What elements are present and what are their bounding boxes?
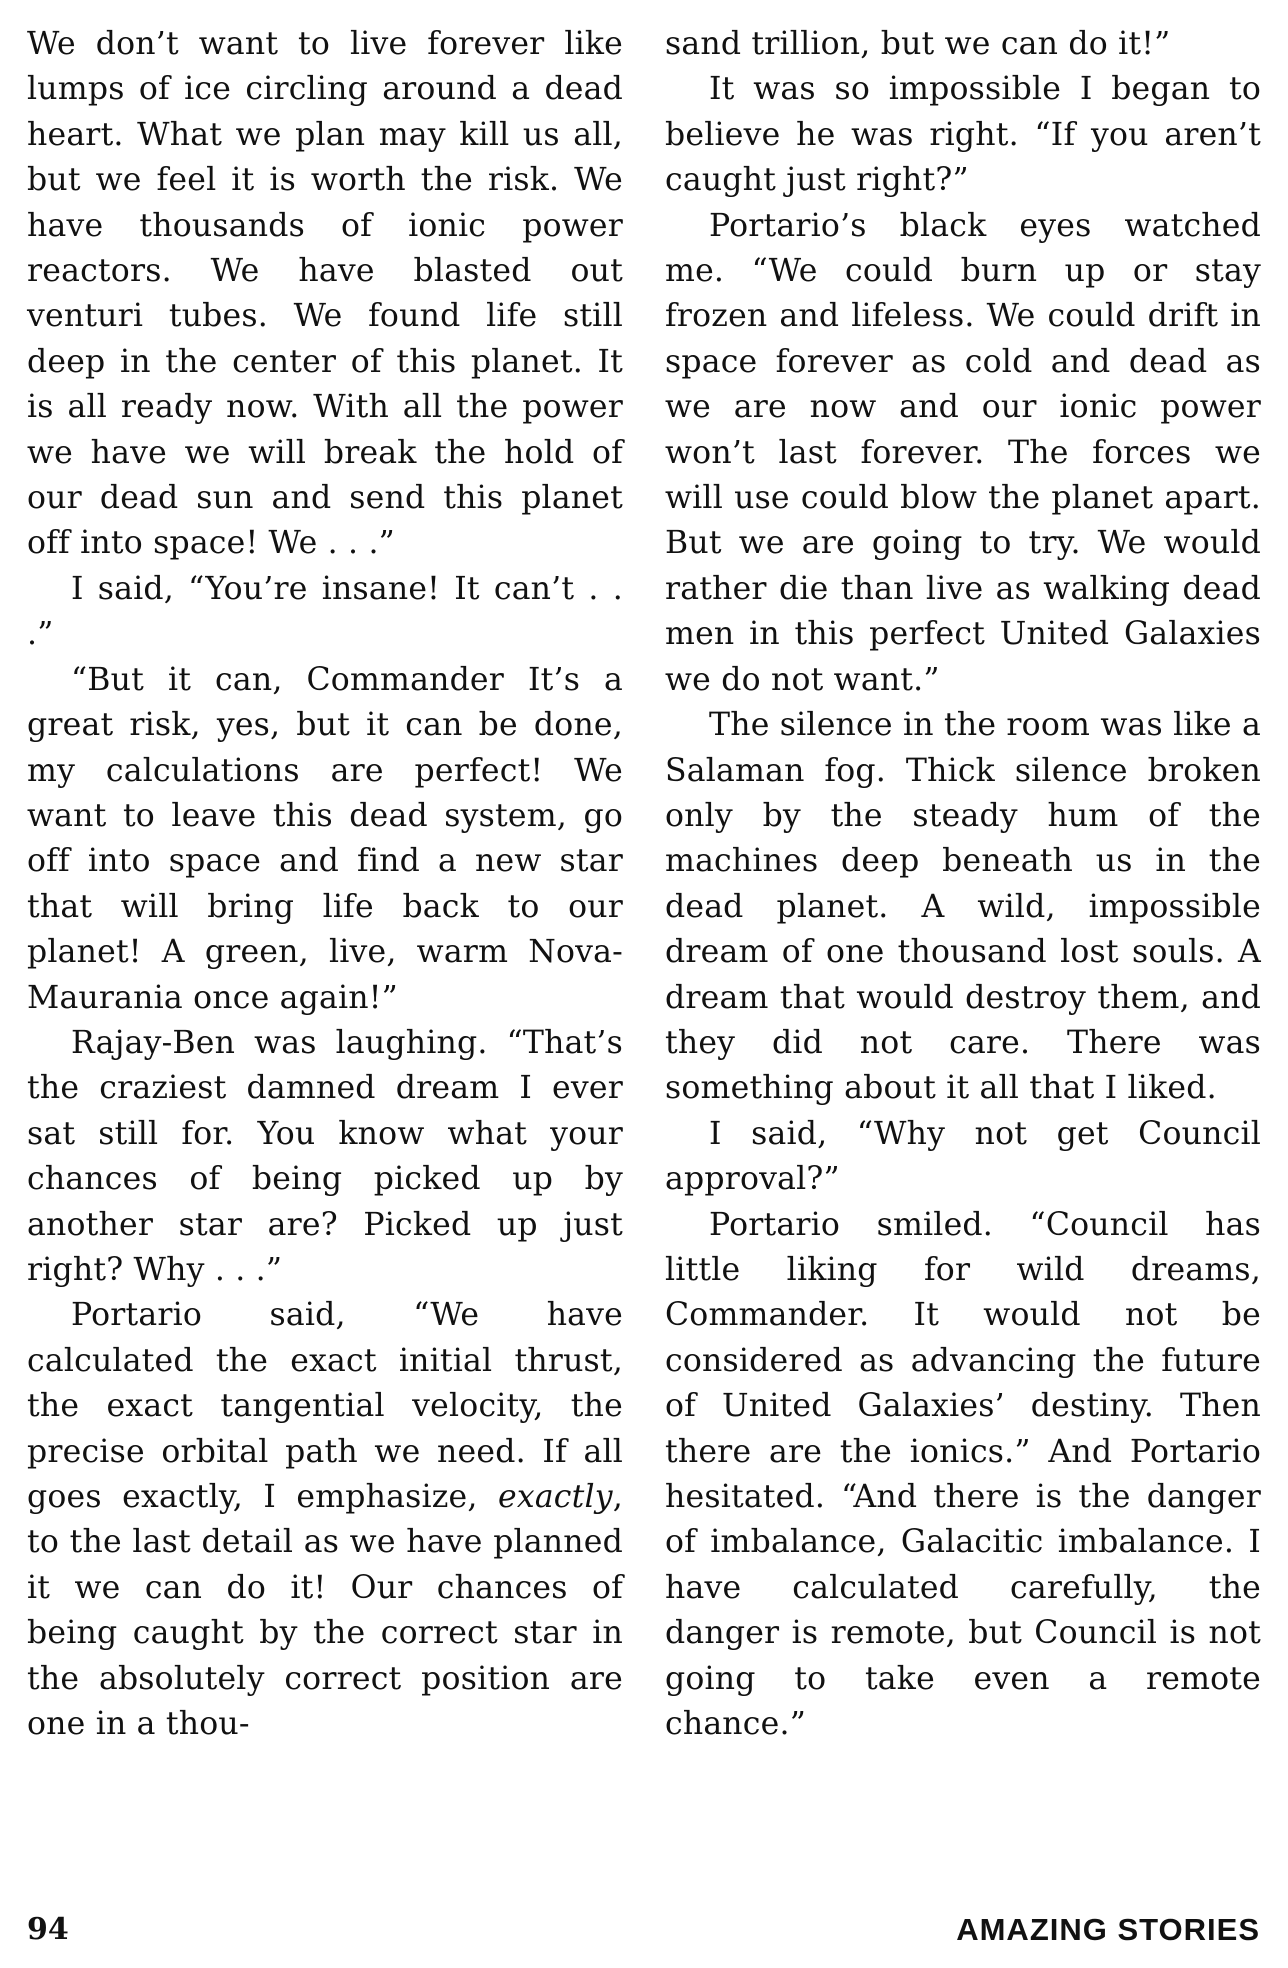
left-text-column xyxy=(27,22,623,1747)
paragraph: I said, “You’re insane! It can’t . . .” xyxy=(27,570,623,653)
paragraph: Rajay-Ben was laughing. “That’s the craziest damned dream I ever sat still for. You know what your chances of being picked up by another star are? Picked up just right? Why . . .” xyxy=(27,1024,623,1288)
paragraph: The silence in the room was like a Salaman fog. Thick silence broken only by the steady hum of the machines deep beneath us in the dead planet. A wild, impossible dream of one thousand lost souls. A dream that would destroy them, and they did not care. There was something about it all that I liked. xyxy=(665,707,1261,1107)
magazine-title: AMAZING STORIES xyxy=(956,1912,1260,1947)
paragraph: We don’t want to live forever like lumps of ice circling around a dead heart. What we plan may kill us all, but we feel it is worth the risk. We have thousands of ionic power reactors. We have blasted out venturi tubes. We found life still deep in the center of this planet. It is all ready now. With all the power we have we will break the hold of our dead sun and send this planet off into space! We . . .” xyxy=(27,26,623,562)
paragraph: “But it can, Commander It’s a great risk, yes, but it can be done, my calculations are perfect! We want to leave this dead system, go off into space and find a new star that will bring life back to our planet! A green, live, warm Nova-Maurania once again!” xyxy=(27,661,623,1016)
emphasized-word: exactly xyxy=(498,1479,613,1515)
right-text-column xyxy=(665,22,1261,1747)
paragraph: sand trillion, but we can do it!” xyxy=(665,26,1171,62)
paragraph-text: Portario said, “We have calculated the exact initial thrust, the exact tangential velocity, the precise orbital path we need. If all goes exactly, I emphasize, xyxy=(27,1297,623,1515)
page-number: 94 xyxy=(27,1912,69,1947)
paragraph xyxy=(27,1293,623,1747)
paragraph: Portario’s black eyes watched me. “We could burn up or stay frozen and lifeless. We could drift in space forever as cold and dead as we are now and our ionic power won’t last forever. The forces we will use could blow the planet apart. But we are going to try. We would rather die than live as walking dead men in this perfect United Galaxies we do not want.” xyxy=(665,207,1261,698)
paragraph-text: , to the last detail as we have planned it we can do it! Our chances of being caught by the correct star in the absolutely correct position are one in a thou- xyxy=(27,1479,623,1743)
paragraph: I said, “Why not get Council approval?” xyxy=(665,1115,1261,1198)
paragraph: Portario smiled. “Council has little liking for wild dreams, Commander. It would not be considered as advancing the future of United Galaxies’ destiny. Then there are the ionics.” And Portario hesitated. “And there is the danger of imbalance, Galacitic imbalance. I have calculated carefully, the danger is remote, but Council is not going to take even a remote chance.” xyxy=(665,1206,1261,1743)
paragraph: It was so impossible I began to believe he was right. “If you aren’t caught just right?” xyxy=(665,71,1261,199)
